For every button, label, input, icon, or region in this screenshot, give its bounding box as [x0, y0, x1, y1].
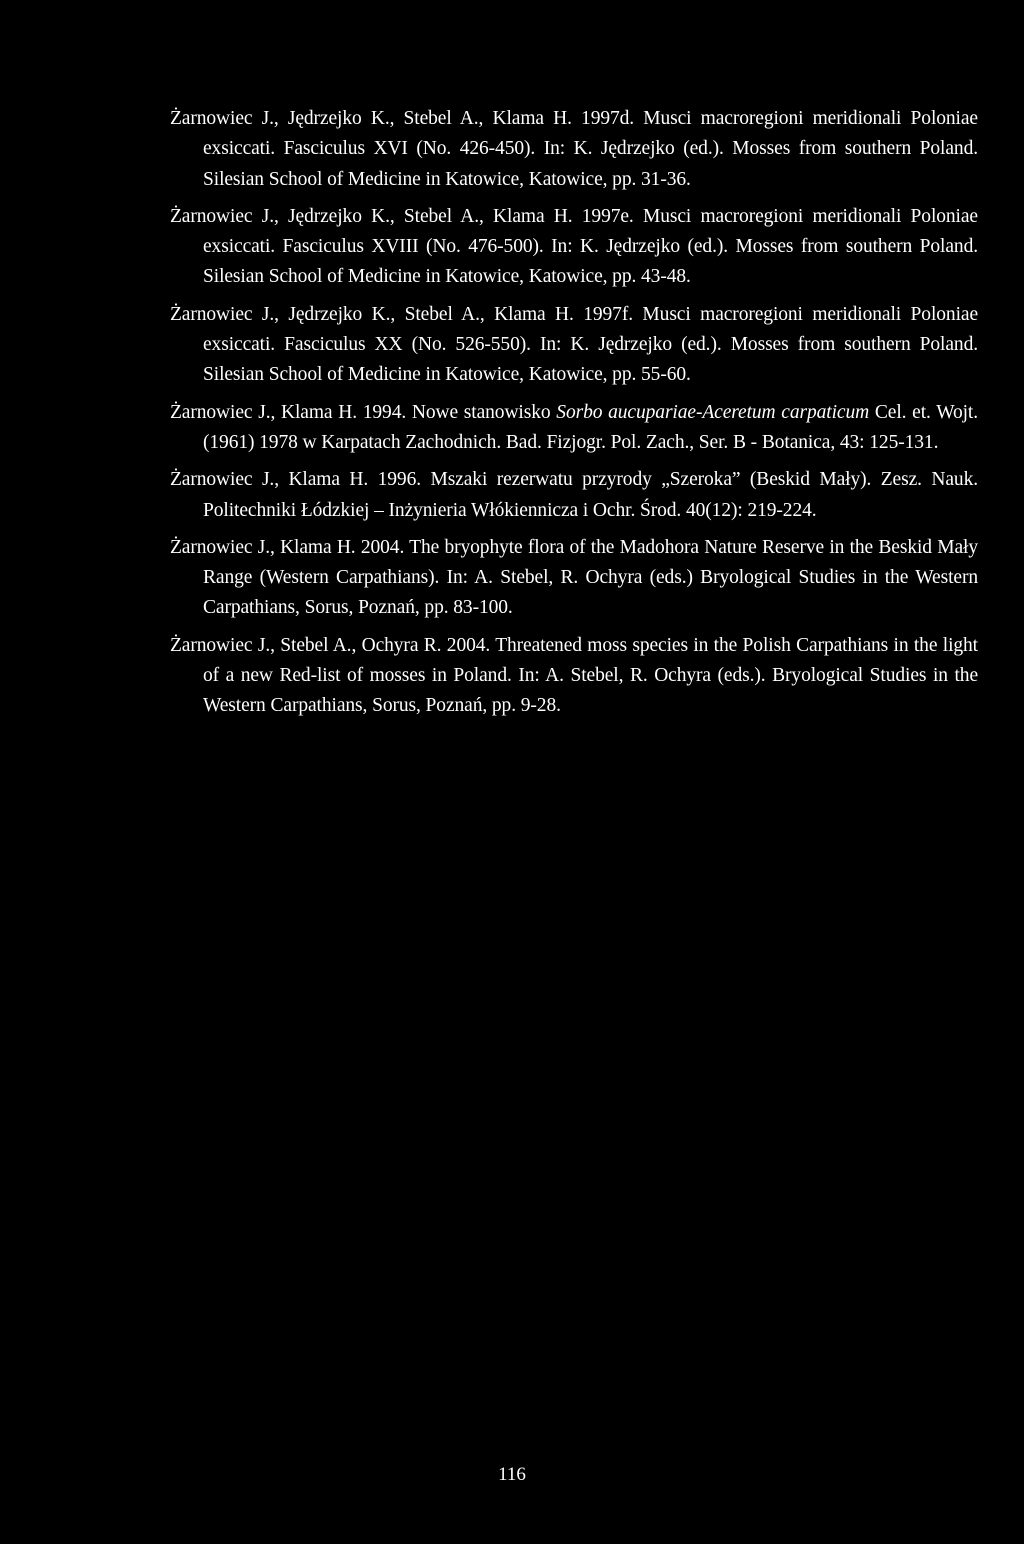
reference-entry: Żarnowiec J., Jędrzejko K., Stebel A., Klama H. 1997e. Musci macroregioni meridionali Poloniae exsiccati. Fasciculus XVIII (No. 476-500). In: K. Jędrzejko (ed.). Mosses from southern Poland. Silesian School of Medicine in Katowice, Katowice, pp. 43-48. [170, 205, 978, 288]
reference-text: Żarnowiec J., Klama H. 1994. Nowe stanowisko [170, 401, 557, 423]
reference-entry: Żarnowiec J., Klama H. 1996. Mszaki rezerwatu przyrody „Szeroka” (Beskid Mały). Zesz. Nauk. Politechniki Łódzkiej – Inżynieria Włókiennicza i Ochr. Środ. 40(12): 219-224. [170, 469, 978, 521]
page-number: 116 [498, 1464, 526, 1485]
reference-list [170, 104, 978, 722]
reference-entry: Żarnowiec J., Klama H. 2004. The bryophyte flora of the Madohora Nature Reserve in the Beskid Mały Range (Western Carpathians). In: A. Stebel, R. Ochyra (eds.) Bryological Studies in the Western Carpathians, Sorus, Poznań, pp. 83-100. [170, 536, 978, 619]
reference-taxon-name: Sorbo aucupariae-Aceretum carpaticum [556, 401, 870, 423]
reference-entry: Żarnowiec J., Stebel A., Ochyra R. 2004. Threatened moss species in the Polish Carpathians in the light of a new Red-list of mosses in Poland. In: A. Stebel, R. Ochyra (eds.). Bryological Studies in the Western Carpathians, Sorus, Poznań, pp. 9-28. [170, 634, 978, 717]
reference-text: Cel. et. Wojt. (1961) 1978 w Karpatach Zachodnich. Bad. Fizjogr. Pol. Zach., Ser. B - Botanica, 43: 125-131. [203, 401, 979, 453]
reference-entry: Żarnowiec J., Jędrzejko K., Stebel A., Klama H. 1997d. Musci macroregioni meridionali Poloniae exsiccati. Fasciculus XVI (No. 426-450). In: K. Jędrzejko (ed.). Mosses from southern Poland. Silesian School of Medicine in Katowice, Katowice, pp. 31-36. [170, 108, 978, 190]
reference-entry [170, 398, 978, 459]
reference-entry: Żarnowiec J., Jędrzejko K., Stebel A., Klama H. 1997f. Musci macroregioni meridionali Poloniae exsiccati. Fasciculus XX (No. 526-550). In: K. Jędrzejko (ed.). Mosses from southern Poland. Silesian School of Medicine in Katowice, Katowice, pp. 55-60. [170, 303, 978, 386]
